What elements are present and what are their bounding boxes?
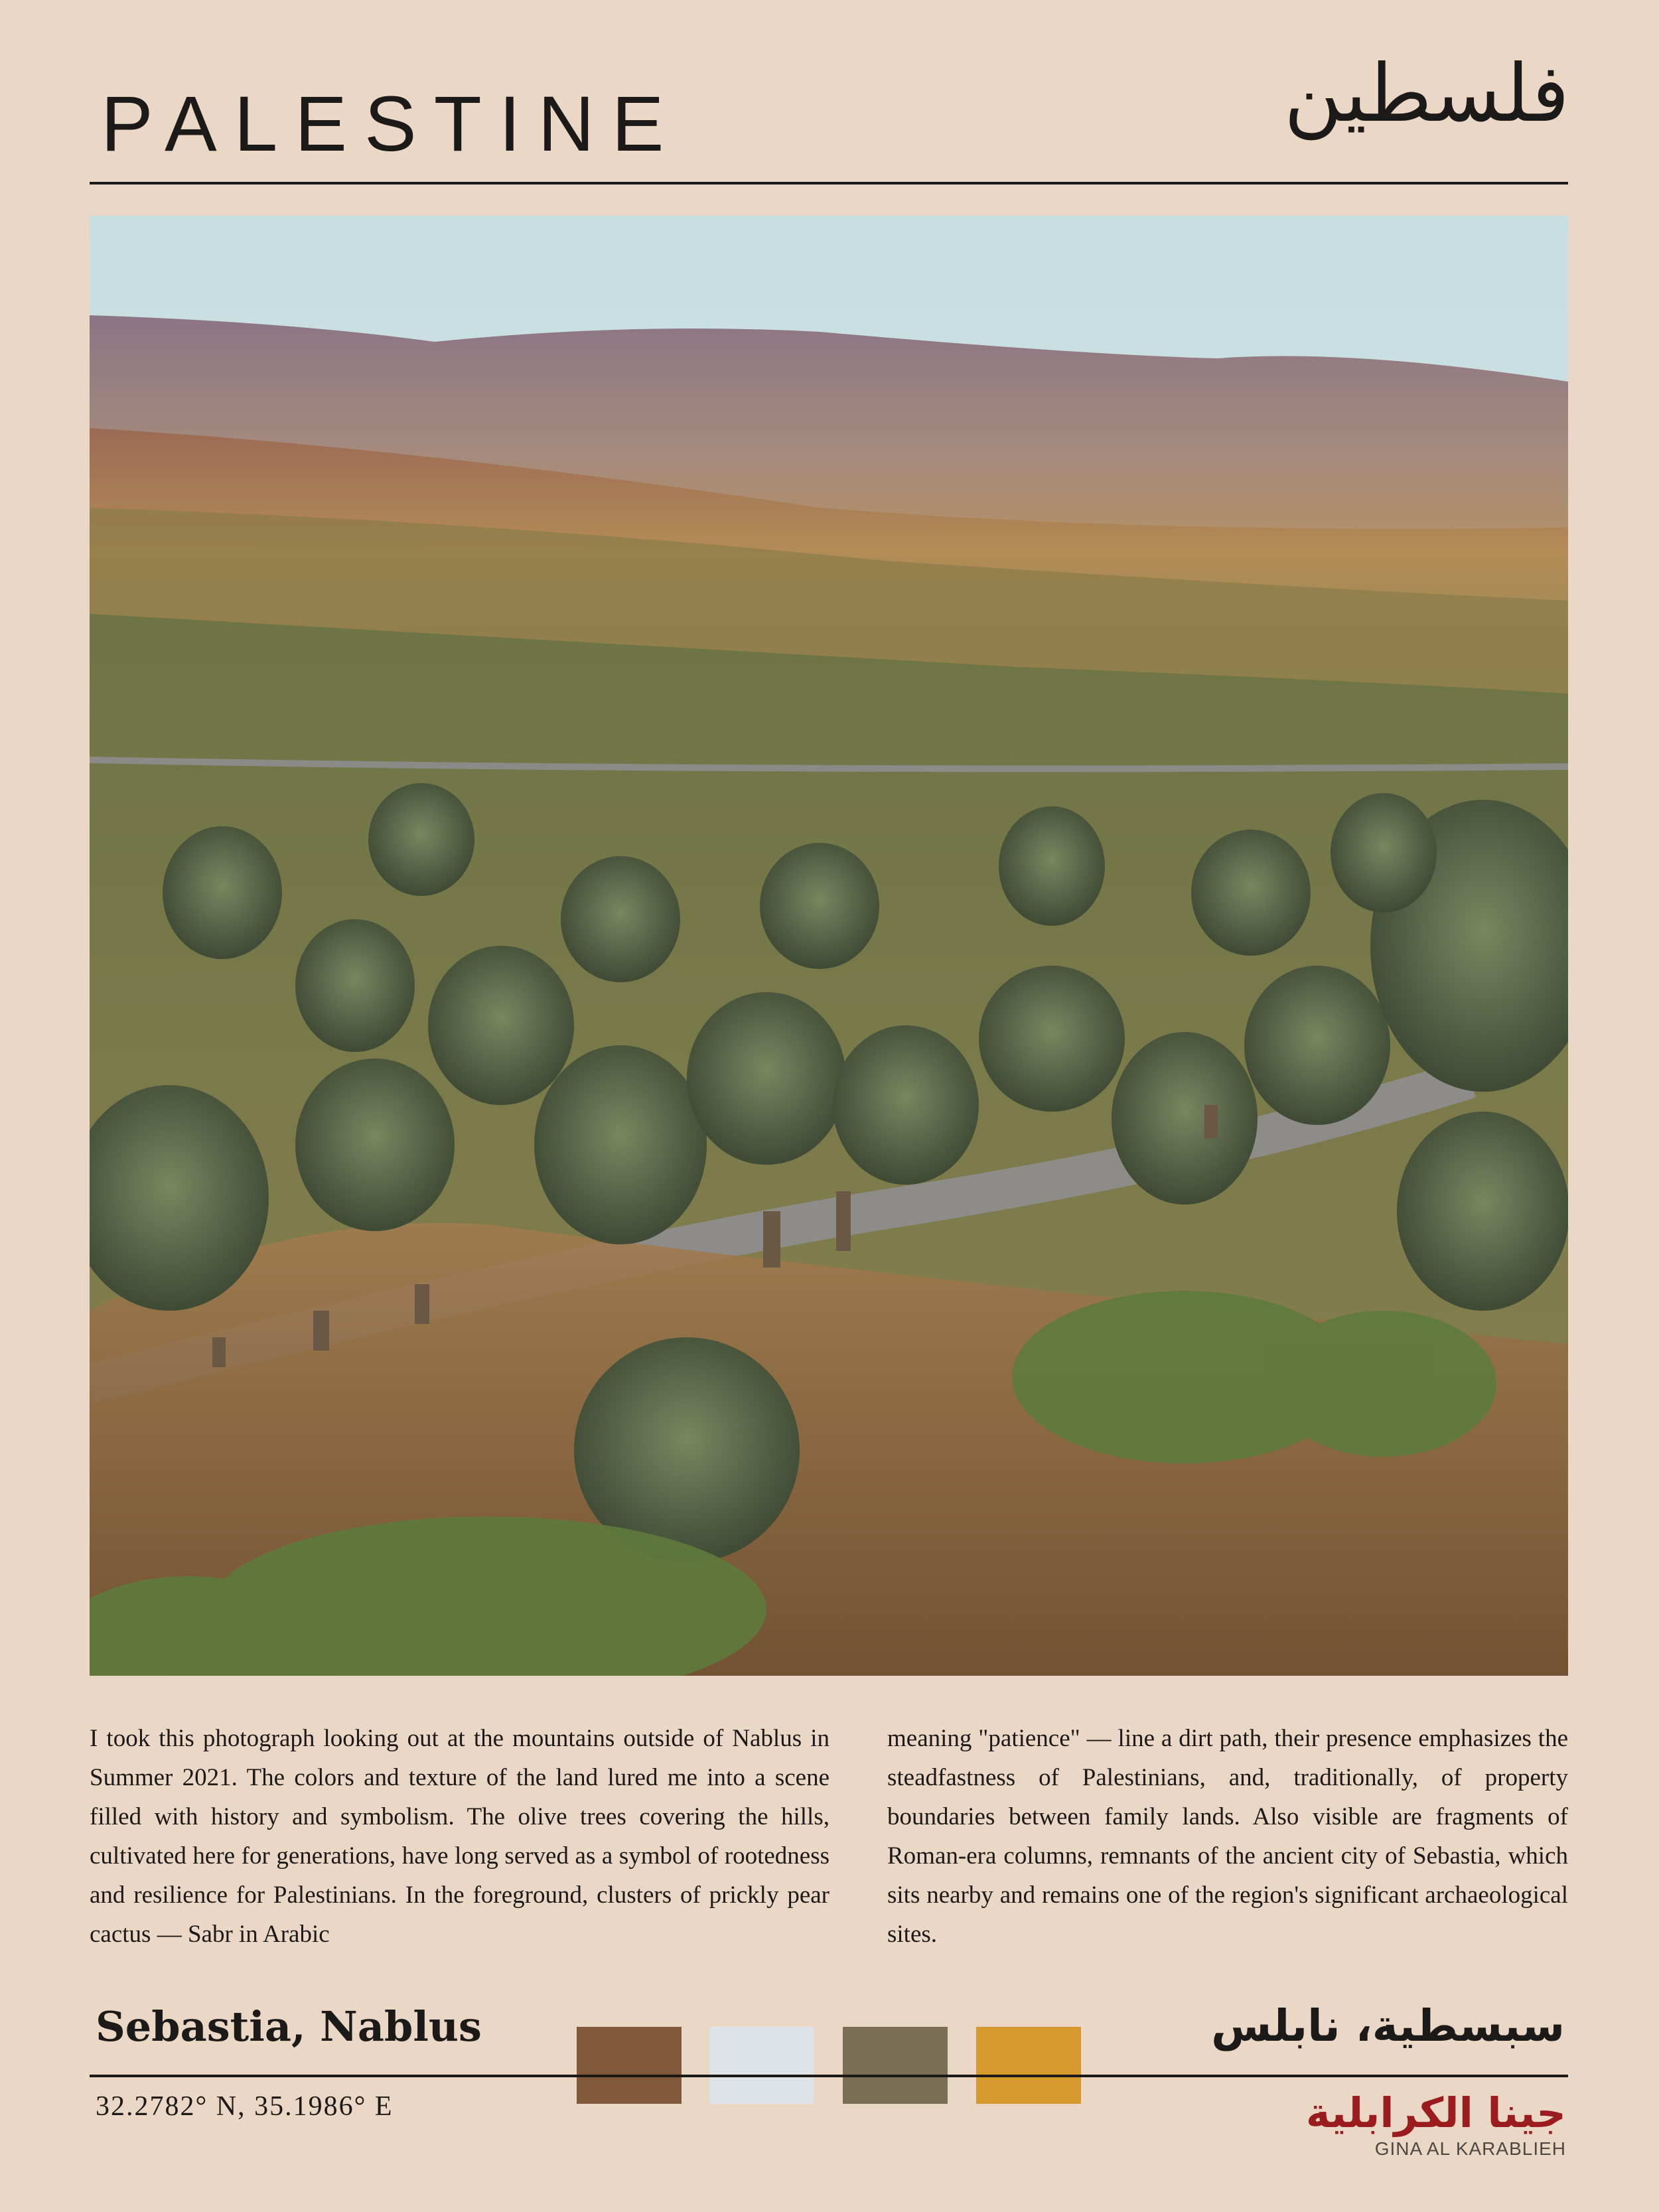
palette-swatch-brown	[577, 2027, 682, 2104]
header-divider	[90, 182, 1568, 184]
palette-swatch-mustard	[976, 2027, 1081, 2104]
palette-swatch-pale-gray	[709, 2027, 814, 2104]
arabic-title-calligraphy: فلسطين	[1283, 48, 1569, 140]
description-left-column: I took this photograph looking out at the mountains outside of Nablus in Summer 2021. The colors and texture of the land lured me into a scene filled with history and symbolism. The olive trees covering the hills, cultivated here for generations, have long served as a symbol of rootedness and resilience for Palestinians. In the foreground, clusters of prickly pear cactus — Sabr in Arabic	[90, 1725, 830, 1948]
place-name-arabic: سبسطية، نابلس	[1211, 2000, 1565, 2051]
coordinates: 32.2782° N, 35.1986° E	[96, 2091, 394, 2122]
description-right-column: meaning "patience" — line a dirt path, their presence emphasizes the steadfastness of Palestinians, and, traditionally, of property boundaries between family lands. Also visible are fragments of Roman-era columns, remnants of the ancient city of Sebastia, which sits nearby and remains one of the region's significant archaeological sites.	[887, 1725, 1568, 1948]
palette-swatch-olive	[843, 2027, 948, 2104]
signature-english: GINA AL KARABLIEH	[1374, 2138, 1566, 2160]
footer-divider	[90, 2075, 1568, 2077]
artist-signature	[1306, 2091, 1566, 2160]
poster-title: PALESTINE	[101, 80, 682, 168]
signature-arabic: جينا الكرابلية	[1305, 2089, 1566, 2137]
place-name-english: Sebastia, Nablus	[96, 2002, 482, 2051]
landscape-photo	[90, 216, 1568, 1676]
